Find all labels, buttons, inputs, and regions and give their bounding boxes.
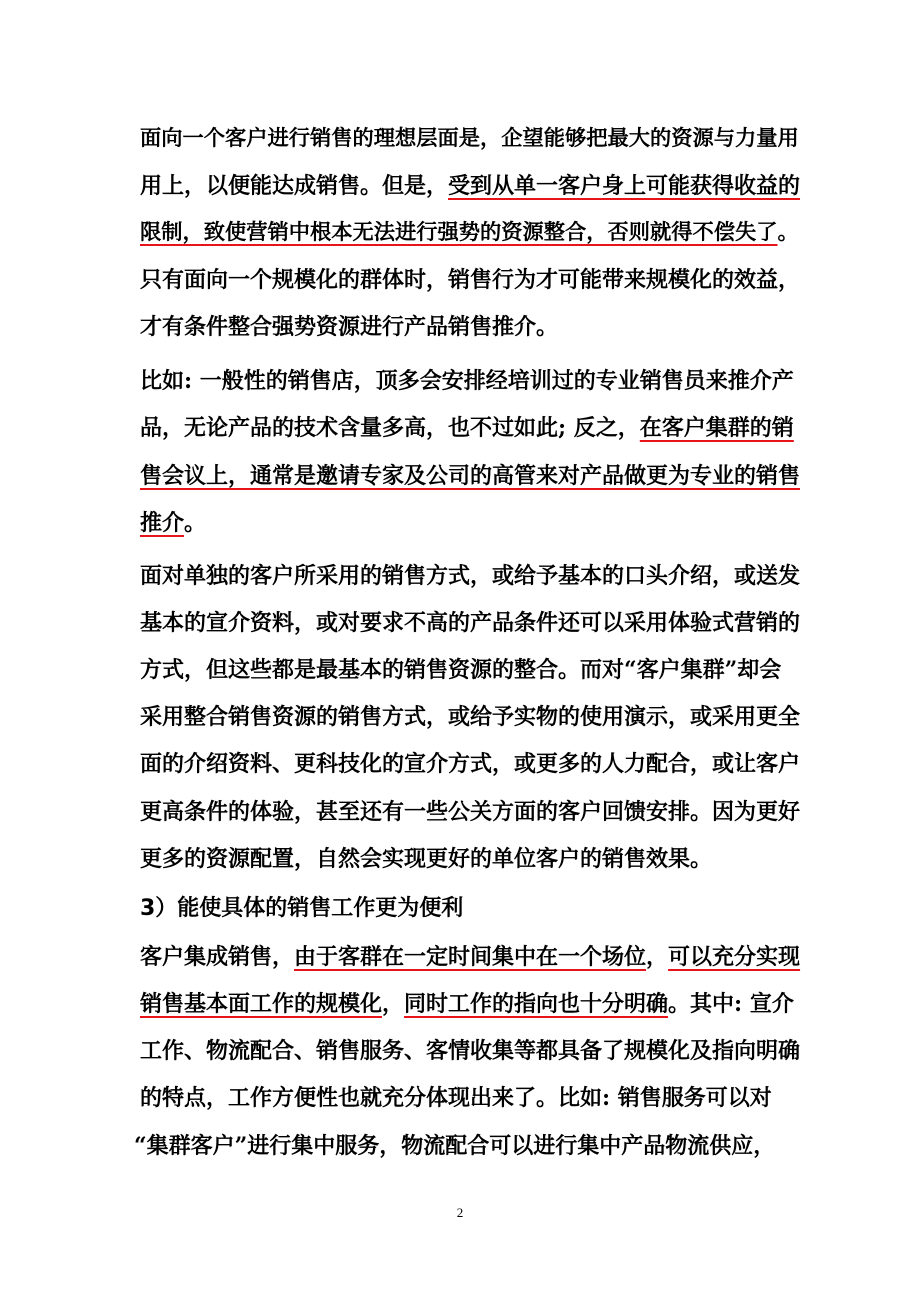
para3-line7 (140, 839, 800, 879)
para2-line4 (140, 503, 800, 543)
underlined-span: 推介 (140, 510, 185, 536)
text-span: 面对单独的客户所采用的销售方式，或给予基本的口头介绍，或送发 (140, 563, 801, 589)
underlined-span: 受到从单一客户身上可能获得收益的 (448, 173, 801, 199)
text-span: 方式，但这些都是最基本的销售资源的整合。而对“客户集群”却会 (140, 657, 782, 683)
text-span: 。 (184, 510, 207, 536)
para1-line5 (140, 307, 800, 347)
text-span: ， (646, 944, 669, 970)
underlined-span: 由于客群在一定时间集中在一个场位 (294, 944, 647, 970)
para3-line3 (140, 650, 800, 690)
text-span: 采用整合销售资源的销售方式，或给予实物的使用演示，或采用更全 (140, 704, 801, 730)
text-span: 。 (777, 220, 799, 245)
para1-line2 (140, 166, 800, 206)
para3-line1 (140, 556, 800, 596)
text-span: ， (382, 991, 405, 1017)
text-span: 的特点，工作方便性也就充分体现出来了。比如: 销售服务可以对 (140, 1085, 772, 1111)
para2-line1 (140, 361, 800, 401)
text-span: 才有条件整合强势资源进行产品销售推介。 (140, 314, 559, 340)
para2-line2 (140, 408, 800, 448)
underlined-span: 销售基本面工作的规模化 (140, 991, 383, 1017)
para3-line6 (140, 792, 800, 832)
para3-line4 (140, 697, 800, 737)
para4-line5 (134, 1126, 794, 1166)
underlined-span: 在客户集群的销 (639, 415, 794, 441)
para4-line1 (140, 937, 800, 977)
text-span: 面的介绍资料、更科技化的宣介方式，或更多的人力配合，或让客户 (140, 751, 801, 777)
text-span: 工作、物流配合、销售服务、客情收集等都具备了规模化及指向明确 (140, 1038, 801, 1064)
text-span: 。其中: 宣介 (668, 991, 794, 1017)
underlined-span: 同时工作的指向也十分明确 (404, 991, 669, 1017)
text-span: 只有面向一个规模化的群体时，销售行为才可能带来规模化的效益， (140, 267, 801, 293)
underlined-span: 售会议上，通常是邀请专家及公司的高管来对产品做更为专业的销售 (140, 463, 801, 489)
section-heading (140, 889, 800, 929)
text-span: 更高条件的体验，甚至还有一些公关方面的客户回馈安排。因为更好 (140, 799, 801, 825)
underlined-span: 限制，致使营销中根本无法进行强势的资源整合，否则就得不偿失了 (140, 220, 778, 245)
para1-line1 (140, 119, 800, 159)
heading-text: 3）能使具体的销售工作更为便利 (140, 896, 464, 921)
text-span: 更多的资源配置，自然会实现更好的单位客户的销售效果。 (140, 846, 713, 872)
para3-line5 (140, 744, 800, 784)
para4-line4 (140, 1078, 800, 1118)
text-span: 面向一个客户进行销售的理想层面是，企望能够把最大的资源与力量用 (140, 126, 799, 151)
para4-line3 (140, 1031, 800, 1071)
underlined-span: 可以充分实现 (668, 944, 801, 970)
text-span: 客户集成销售， (140, 944, 295, 970)
text-span: 品，无论产品的技术含量多高，也不过如此; 反之， (140, 415, 640, 441)
para4-line2 (140, 984, 800, 1024)
text-span: “集群客户”进行集中服务，物流配合可以进行集中产品物流供应， (134, 1133, 776, 1159)
para1-line3 (140, 213, 800, 253)
para2-line3 (140, 456, 800, 496)
text-span: 比如: 一般性的销售店，顶多会安排经培训过的专业销售员来推介产 (140, 368, 794, 394)
text-span: 基本的宣介资料，或对要求不高的产品条件还可以采用体验式营销的 (140, 610, 801, 636)
page-number: 2 (456, 1205, 464, 1220)
para1-line4 (140, 260, 800, 300)
text-span: 用上，以便能达成销售。但是， (140, 173, 449, 199)
para3-line2 (140, 603, 800, 643)
